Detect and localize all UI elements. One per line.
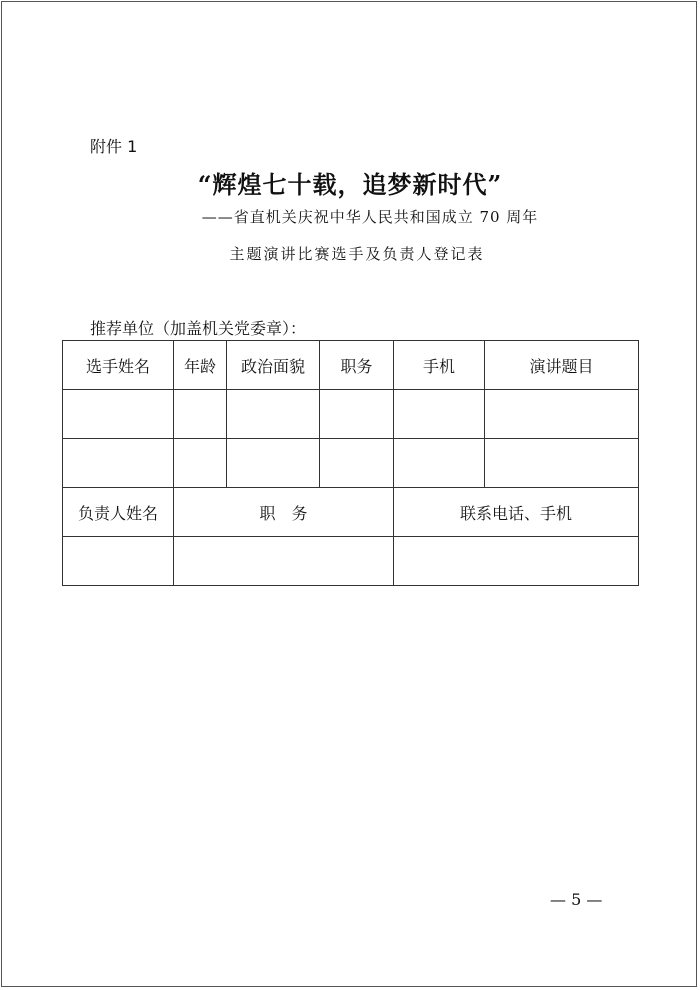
recommending-unit-label: 推荐单位（加盖机关党委章）： [90, 319, 307, 338]
header-age: 年龄 [174, 341, 227, 390]
position-cell[interactable] [320, 439, 394, 488]
speech-topic-cell[interactable] [485, 390, 639, 439]
document-subtitle: ——省直机关庆祝中华人民共和国成立 70 周年 [201, 208, 539, 226]
header-player-name: 选手姓名 [63, 341, 174, 390]
document-title: “辉煌七十载，追梦新时代” [197, 170, 503, 199]
leader-name-cell[interactable] [63, 537, 174, 586]
leader-row [63, 537, 639, 586]
age-cell[interactable] [174, 439, 227, 488]
player-name-cell[interactable] [63, 390, 174, 439]
age-cell[interactable] [174, 390, 227, 439]
political-status-cell[interactable] [227, 390, 320, 439]
position-cell[interactable] [320, 390, 394, 439]
player-name-cell[interactable] [63, 439, 174, 488]
registration-table [62, 340, 639, 586]
header-leader-name: 负责人姓名 [63, 488, 174, 537]
leader-header-row [63, 488, 639, 537]
header-mobile: 手机 [394, 341, 485, 390]
header-speech-topic: 演讲题目 [485, 341, 639, 390]
leader-position-cell[interactable] [174, 537, 394, 586]
player-header-row [63, 341, 639, 390]
header-leader-position: 职 务 [174, 488, 394, 537]
header-contact-phone: 联系电话、手机 [394, 488, 639, 537]
attachment-label: 附件 1 [90, 137, 138, 156]
political-status-cell[interactable] [227, 439, 320, 488]
contact-phone-cell[interactable] [394, 537, 639, 586]
header-political-status: 政治面貌 [227, 341, 320, 390]
speech-topic-cell[interactable] [485, 439, 639, 488]
player-row [63, 439, 639, 488]
mobile-cell[interactable] [394, 390, 485, 439]
page-number: — 5 — [550, 890, 603, 909]
mobile-cell[interactable] [394, 439, 485, 488]
player-row [63, 390, 639, 439]
form-title: 主题演讲比赛选手及负责人登记表 [229, 245, 485, 263]
header-position: 职务 [320, 341, 394, 390]
